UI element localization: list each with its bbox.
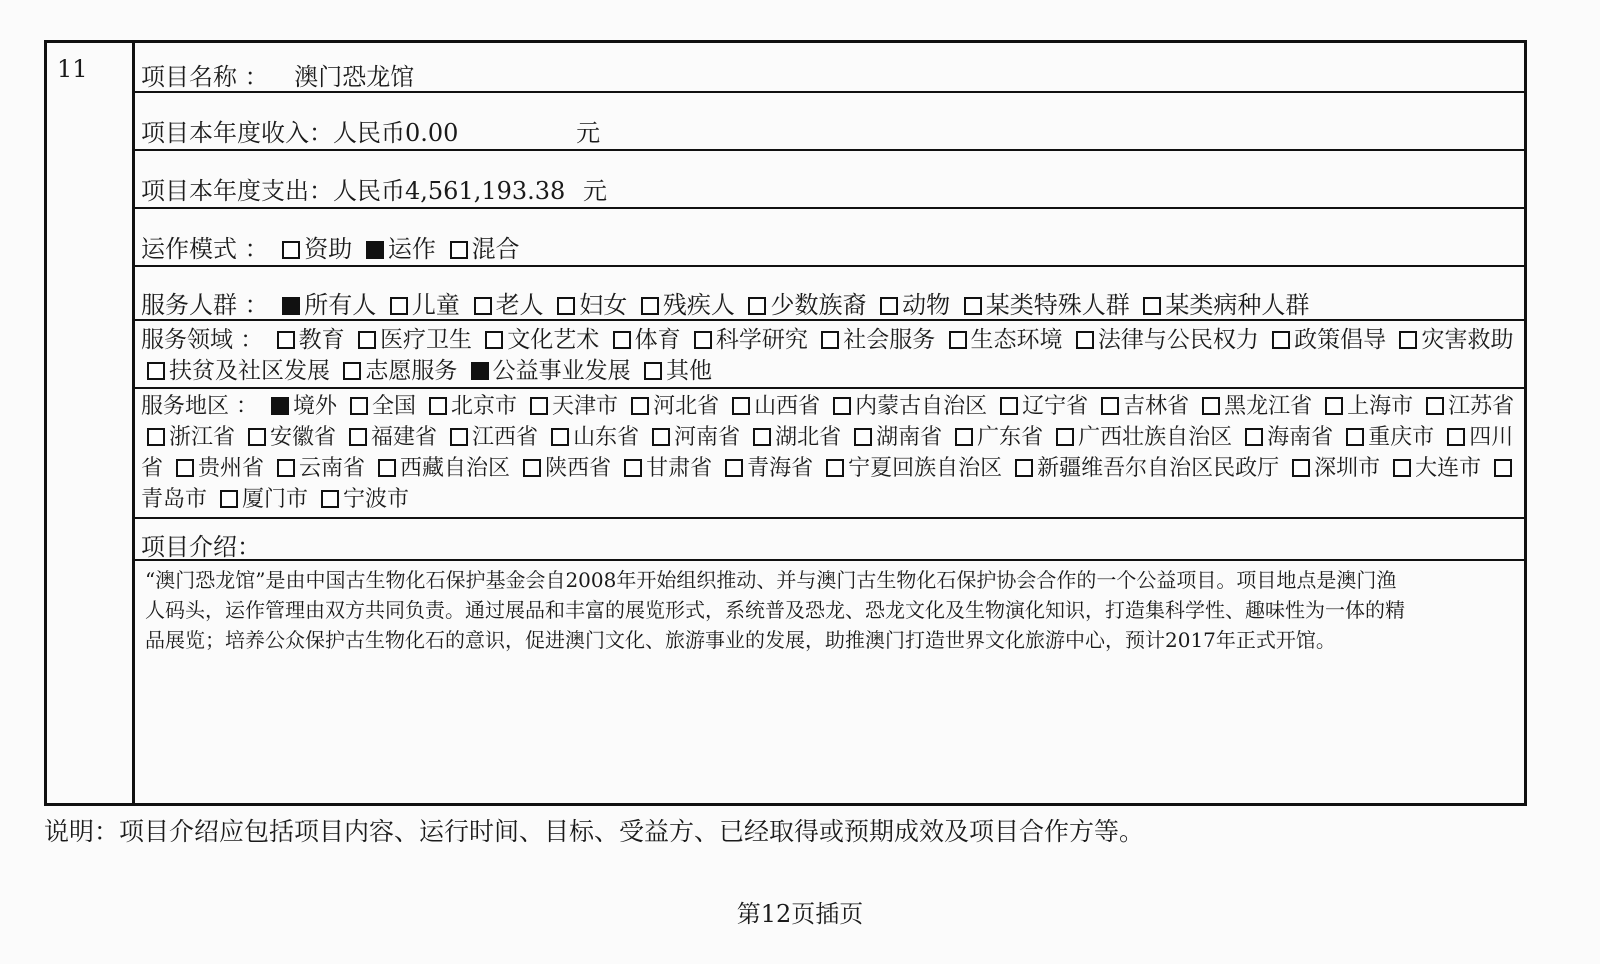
- introduction-label: 项目介绍：: [141, 533, 261, 561]
- checkbox-unchecked[interactable]: [748, 297, 766, 315]
- checkbox-unchecked[interactable]: [277, 459, 295, 477]
- checkbox-unchecked[interactable]: [358, 331, 376, 349]
- checkbox-unchecked[interactable]: [1292, 459, 1310, 477]
- service-field-option: [465, 358, 631, 384]
- introduction-text: “澳门恐龙馆”是由中国古生物化石保护基金会自2008年开始组织推动、并与澳门古生物化石保护协会合作的一个公益项目。项目地点是澳门渔人码头，运作管理由双方共同负责。通过展品和丰富的展览形式，系统普及恐龙、恐龙文化及生物演化知识，打造集科学性、趣味性为一体的精品展览；培养公众保护古生物化石的意识，促进澳门文化、旅游事业的发展，助推澳门打造世界文化旅游中心，预计2017年正式开馆。: [145, 568, 1405, 652]
- service-area-option: [524, 394, 618, 419]
- checkbox-unchecked[interactable]: [1393, 459, 1411, 477]
- service-area-option: [618, 456, 712, 481]
- checkbox-unchecked[interactable]: [1076, 331, 1094, 349]
- checkbox-checked[interactable]: [366, 241, 384, 259]
- checkbox-unchecked[interactable]: [450, 428, 468, 446]
- service-area-option-label: 广西壮族自治区: [1078, 425, 1233, 450]
- operation-mode-option-label: 运作: [387, 235, 436, 263]
- checkbox-unchecked[interactable]: [1346, 428, 1364, 446]
- service-area-option-label: 江苏省: [1448, 394, 1515, 419]
- service-group-option: [468, 291, 544, 319]
- expense-label: 项目本年度支出：: [141, 177, 333, 205]
- checkbox-unchecked[interactable]: [147, 428, 165, 446]
- service-area-option-label: 贵州省: [198, 456, 265, 481]
- checkbox-unchecked[interactable]: [1202, 397, 1220, 415]
- service-area-option: [1387, 456, 1481, 481]
- service-field-option-label: 公益事业发展: [492, 358, 631, 384]
- checkbox-unchecked[interactable]: [964, 297, 982, 315]
- service-area-option: [1319, 394, 1413, 419]
- checkbox-unchecked[interactable]: [557, 297, 575, 315]
- service-area-option: [271, 456, 365, 481]
- service-area-option: [1239, 425, 1333, 450]
- service-area-option: [242, 425, 336, 450]
- service-group-option-label: 所有人: [304, 291, 377, 319]
- service-area-option-label: 河北省: [653, 394, 720, 419]
- service-area-option: [1196, 394, 1312, 419]
- service-field-option-label: 社会服务: [843, 327, 936, 353]
- service-area-option-label: 宁波市: [343, 487, 410, 512]
- service-area-option-label: 湖南省: [876, 425, 943, 450]
- checkbox-unchecked[interactable]: [1399, 331, 1417, 349]
- checkbox-unchecked[interactable]: [880, 297, 898, 315]
- service-area-option: [444, 425, 538, 450]
- operation-mode-option: [276, 235, 352, 263]
- project-form-table: [44, 40, 1527, 806]
- service-field-option-label: 文化艺术: [507, 327, 600, 353]
- service-area-option: [343, 425, 437, 450]
- service-group-option-label: 某类特殊人群: [985, 291, 1130, 319]
- checkbox-unchecked[interactable]: [854, 428, 872, 446]
- checkbox-unchecked[interactable]: [450, 241, 468, 259]
- service-group-option-label: 动物: [902, 291, 951, 319]
- service-field-option: [815, 327, 935, 353]
- checkbox-unchecked[interactable]: [282, 241, 300, 259]
- checkbox-unchecked[interactable]: [551, 428, 569, 446]
- expense-unit: 元: [582, 177, 607, 205]
- service-group-option-label: 某类病种人群: [1165, 291, 1310, 319]
- income-currency: 人民币: [333, 119, 405, 147]
- checkbox-checked[interactable]: [271, 397, 289, 415]
- service-field-option-label: 政策倡导: [1294, 327, 1387, 353]
- service-group-option: [958, 291, 1130, 319]
- service-area-option-label: 青海省: [747, 456, 814, 481]
- checkbox-unchecked[interactable]: [1015, 459, 1033, 477]
- service-area-option: [848, 425, 942, 450]
- service-group-option-label: 少数族裔: [770, 291, 867, 319]
- checkbox-unchecked[interactable]: [485, 331, 503, 349]
- form-note: 说明：项目介绍应包括项目内容、运行时间、目标、受益方、已经取得或预期成效及项目合作方等。: [44, 817, 1145, 846]
- service-area-option: [170, 456, 264, 481]
- checkbox-unchecked[interactable]: [147, 362, 165, 380]
- service-area-option-label: 新疆维吾尔自治区民政厅: [1037, 456, 1280, 481]
- checkbox-unchecked[interactable]: [248, 428, 266, 446]
- service-area-option-label: 内蒙古自治区: [855, 394, 988, 419]
- service-area-option: [820, 456, 1002, 481]
- checkbox-unchecked[interactable]: [350, 397, 368, 415]
- service-area-option: [747, 425, 841, 450]
- page-footer: 第12页插页: [736, 900, 864, 928]
- checkbox-unchecked[interactable]: [732, 397, 750, 415]
- service-area-option-label: 山东省: [573, 425, 640, 450]
- service-field-option: [479, 327, 599, 353]
- checkbox-unchecked[interactable]: [641, 297, 659, 315]
- checkbox-unchecked[interactable]: [1494, 459, 1512, 477]
- service-area-option-label: 辽宁省: [1022, 394, 1089, 419]
- service-area-option: [1286, 456, 1380, 481]
- checkbox-unchecked[interactable]: [1325, 397, 1343, 415]
- checkbox-unchecked[interactable]: [176, 459, 194, 477]
- service-area-option-label: 深圳市: [1314, 456, 1381, 481]
- service-area-option-label: 北京市: [451, 394, 518, 419]
- service-field-option: [337, 358, 457, 384]
- service-area-option-label: 境外: [293, 394, 338, 419]
- service-field-option-label: 科学研究: [715, 327, 808, 353]
- service-field-option: [141, 358, 330, 384]
- checkbox-unchecked[interactable]: [1056, 428, 1074, 446]
- checkbox-unchecked[interactable]: [378, 459, 396, 477]
- checkbox-unchecked[interactable]: [1272, 331, 1290, 349]
- service-field-option-label: 其他: [665, 358, 712, 384]
- expense-row: [135, 151, 1524, 209]
- checkbox-unchecked[interactable]: [1447, 428, 1465, 446]
- checkbox-checked[interactable]: [471, 362, 489, 380]
- service-area-option-label: 上海市: [1347, 394, 1414, 419]
- service-group-option-label: 老人: [495, 291, 544, 319]
- row-number: 11: [57, 55, 88, 83]
- service-group-option: [742, 291, 866, 319]
- operation-mode-row: [135, 209, 1524, 267]
- service-field-option-label: 体育: [634, 327, 681, 353]
- checkbox-unchecked[interactable]: [474, 297, 492, 315]
- operation-mode-label: 运作模式 ：: [141, 235, 269, 263]
- service-field-option: [352, 327, 472, 353]
- service-field-option: [607, 327, 681, 353]
- service-group-row: [135, 267, 1524, 321]
- service-field-row: [135, 321, 1524, 389]
- service-area-option: [719, 456, 813, 481]
- checkbox-unchecked[interactable]: [1143, 297, 1161, 315]
- service-area-option: [827, 394, 987, 419]
- checkbox-unchecked[interactable]: [949, 331, 967, 349]
- service-group-label: 服务人群 ：: [141, 291, 269, 319]
- service-area-option: [545, 425, 639, 450]
- project-name-label: 项目名称 ：: [141, 63, 269, 91]
- checkbox-unchecked[interactable]: [343, 362, 361, 380]
- service-area-row: [135, 389, 1524, 519]
- service-area-option: [1050, 425, 1232, 450]
- service-area-option-label: 广东省: [977, 425, 1044, 450]
- service-area-option-label: 海南省: [1267, 425, 1334, 450]
- service-group-option: [551, 291, 627, 319]
- income-label: 项目本年度收入：: [141, 119, 333, 147]
- checkbox-unchecked[interactable]: [955, 428, 973, 446]
- checkbox-unchecked[interactable]: [753, 428, 771, 446]
- service-area-option: [372, 456, 510, 481]
- service-area-option-label: 重庆市: [1368, 425, 1435, 450]
- service-field-option-label: 志愿服务: [365, 358, 458, 384]
- service-area-option-label: 西藏自治区: [400, 456, 511, 481]
- checkbox-unchecked[interactable]: [429, 397, 447, 415]
- service-field-option-label: 扶贫及社区发展: [169, 358, 330, 384]
- service-area-option: [1095, 394, 1189, 419]
- service-field-option-label: 法律与公民权力: [1097, 327, 1259, 353]
- service-area-option-label: 山西省: [754, 394, 821, 419]
- operation-mode-option-label: 资助: [304, 235, 353, 263]
- service-area-option-label: 浙江省: [169, 425, 236, 450]
- service-area-option: [141, 425, 235, 450]
- checkbox-unchecked[interactable]: [1101, 397, 1119, 415]
- checkbox-unchecked[interactable]: [220, 490, 238, 508]
- service-area-option: [994, 394, 1088, 419]
- checkbox-unchecked[interactable]: [523, 459, 541, 477]
- service-area-option-label: 陕西省: [545, 456, 612, 481]
- checkbox-unchecked[interactable]: [725, 459, 743, 477]
- checkbox-unchecked[interactable]: [644, 362, 662, 380]
- introduction-header-row: [135, 519, 1524, 561]
- project-name-value: 澳门恐龙馆: [294, 63, 415, 91]
- project-name-row: [135, 43, 1524, 93]
- checkbox-checked[interactable]: [282, 297, 300, 315]
- service-field-option: [271, 327, 345, 353]
- operation-mode-option: [444, 235, 520, 263]
- checkbox-unchecked[interactable]: [833, 397, 851, 415]
- service-group-option: [384, 291, 460, 319]
- service-group-option: [276, 291, 376, 319]
- service-area-option: [1009, 456, 1279, 481]
- service-area-option: [726, 394, 820, 419]
- service-area-option-label: 甘肃省: [646, 456, 713, 481]
- operation-mode-option: [360, 235, 436, 263]
- service-group-option: [874, 291, 950, 319]
- service-area-option-label: 吉林省: [1123, 394, 1190, 419]
- service-field-option-label: 教育: [298, 327, 345, 353]
- checkbox-unchecked[interactable]: [321, 490, 339, 508]
- service-area-option-label: 天津市: [552, 394, 619, 419]
- service-area-option: [344, 394, 416, 419]
- service-area-option-label: 大连市: [1415, 456, 1482, 481]
- checkbox-unchecked[interactable]: [349, 428, 367, 446]
- expense-amount: 4,561,193.38: [405, 177, 566, 205]
- service-group-option-label: 妇女: [579, 291, 628, 319]
- service-area-option: [315, 487, 409, 512]
- service-area-option: [423, 394, 517, 419]
- checkbox-unchecked[interactable]: [1245, 428, 1263, 446]
- service-area-option: [949, 425, 1043, 450]
- checkbox-unchecked[interactable]: [624, 459, 642, 477]
- checkbox-unchecked[interactable]: [277, 331, 295, 349]
- service-field-option: [1070, 327, 1259, 353]
- service-area-option: [517, 456, 611, 481]
- checkbox-unchecked[interactable]: [530, 397, 548, 415]
- service-area-option-label: 湖北省: [775, 425, 842, 450]
- service-field-option-label: 医疗卫生: [379, 327, 472, 353]
- service-field-option-label: 生态环境: [970, 327, 1063, 353]
- expense-currency: 人民币: [333, 177, 405, 205]
- service-group-option: [635, 291, 735, 319]
- checkbox-unchecked[interactable]: [613, 331, 631, 349]
- checkbox-unchecked[interactable]: [694, 331, 712, 349]
- service-group-option-label: 儿童: [411, 291, 460, 319]
- service-area-option-label: 云南省: [299, 456, 366, 481]
- checkbox-unchecked[interactable]: [390, 297, 408, 315]
- service-area-option-label: 厦门市: [242, 487, 309, 512]
- service-field-option: [943, 327, 1063, 353]
- row-number-cell: [47, 43, 135, 803]
- service-area-option-label: 河南省: [674, 425, 741, 450]
- checkbox-unchecked[interactable]: [821, 331, 839, 349]
- service-area-option: [1420, 394, 1514, 419]
- checkbox-unchecked[interactable]: [1000, 397, 1018, 415]
- service-area-option: [214, 487, 308, 512]
- service-area-option-label: 四川省: [141, 425, 1514, 481]
- service-field-option: [638, 358, 712, 384]
- service-area-option-label: 全国: [372, 394, 417, 419]
- checkbox-unchecked[interactable]: [826, 459, 844, 477]
- service-field-option: [688, 327, 808, 353]
- service-area-option-label: 江西省: [472, 425, 539, 450]
- service-area-option-label: 黑龙江省: [1224, 394, 1313, 419]
- form-fields: [135, 43, 1524, 803]
- service-group-option-label: 残疾人: [662, 291, 735, 319]
- service-field-option: [1393, 327, 1513, 353]
- service-field-label: 服务领域 ：: [141, 327, 264, 353]
- operation-mode-option-label: 混合: [471, 235, 520, 263]
- service-field-option-label: 灾害救助: [1421, 327, 1514, 353]
- checkbox-unchecked[interactable]: [631, 397, 649, 415]
- service-area-option: [646, 425, 740, 450]
- service-area-option: [1340, 425, 1434, 450]
- service-area-option-label: 青岛市: [141, 487, 208, 512]
- income-row: [135, 93, 1524, 151]
- checkbox-unchecked[interactable]: [652, 428, 670, 446]
- service-area-option: [265, 394, 337, 419]
- service-area-option: [625, 394, 719, 419]
- service-area-option-label: 安徽省: [270, 425, 337, 450]
- service-field-option: [1266, 327, 1386, 353]
- service-area-option-label: 福建省: [371, 425, 438, 450]
- service-area-label: 服务地区 ：: [141, 394, 258, 419]
- service-area-option-label: 宁夏回族自治区: [848, 456, 1003, 481]
- income-unit: 元: [576, 119, 601, 147]
- checkbox-unchecked[interactable]: [1426, 397, 1444, 415]
- income-amount: 0.00: [405, 119, 459, 147]
- service-group-option: [1137, 291, 1309, 319]
